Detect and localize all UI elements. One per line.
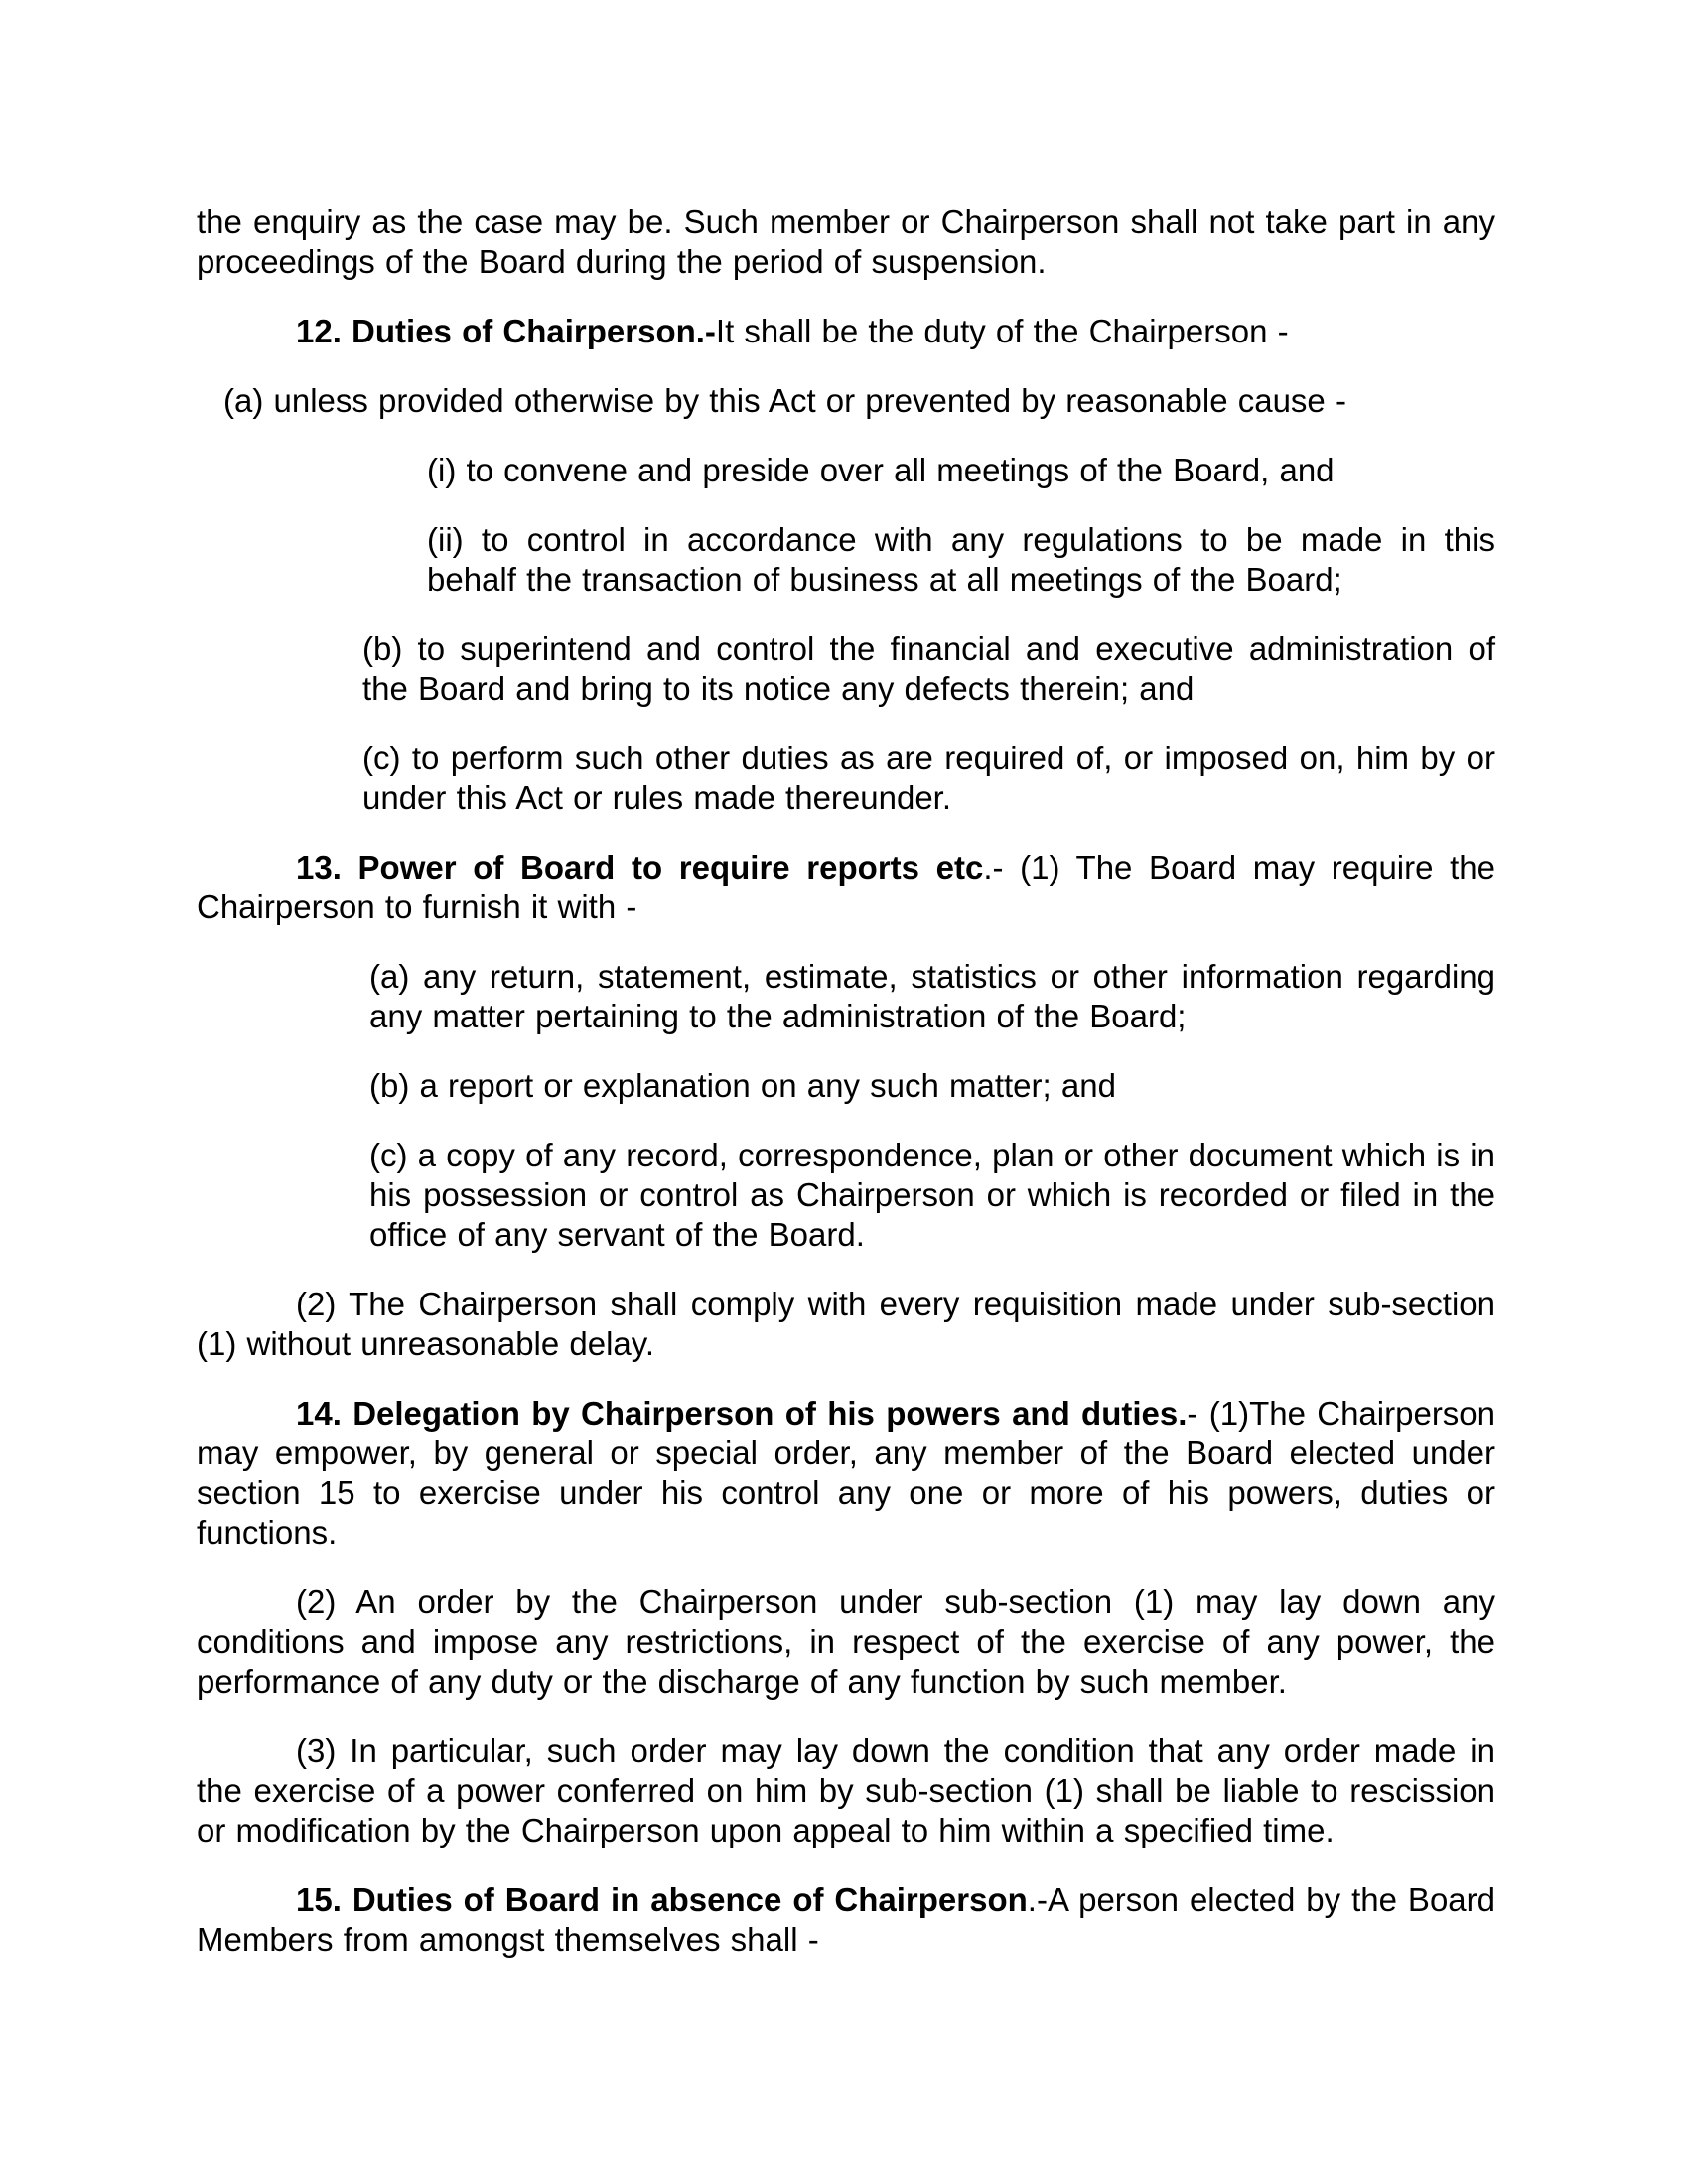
section-15-heading (197, 1880, 1495, 1960)
section-12-text: It shall be the duty of the Chairperson - (715, 313, 1289, 349)
clause-13-c: (c) a copy of any record, correspondence, plan or other document which is in his possession or control as Chairperson or which is recorded or filed in the office of any servant of the Board. (369, 1137, 1495, 1253)
section-13-title: 13. Power of Board to require reports etc (296, 849, 984, 886)
section-13-text: .- (1) The Board may require the Chairperson to furnish it with - (197, 849, 1496, 925)
clause-12-c: (c) to perform such other duties as are required of, or imposed on, him by or under this Act or rules made thereunder. (362, 740, 1495, 816)
section-15-title: 15. Duties of Board in absence of Chairperson (296, 1881, 1028, 1918)
section-13-heading (197, 848, 1495, 927)
clause-13-a: (a) any return, statement, estimate, statistics or other information regarding any matter pertaining to the administration of the Board; (369, 958, 1495, 1034)
clause-12-a-ii: (ii) to control in accordance with any regulations to be made in this behalf the transaction of business at all meetings of the Board; (427, 521, 1495, 598)
subsection-14-2: (2) An order by the Chairperson under sub-section (1) may lay down any conditions and impose any restrictions, in respect of the exercise of any power, the performance of any duty or the discharge of any function by such member. (197, 1583, 1495, 1700)
clause-12-b: (b) to superintend and control the financial and executive administration of the Board and bring to its notice any defects therein; and (362, 630, 1495, 707)
section-12-title: 12. Duties of Chairperson.- (296, 313, 716, 349)
section-14-title: 14. Delegation by Chairperson of his powers and duties. (296, 1395, 1188, 1432)
section-15-text: .-A person elected by the Board Members from amongst themselves shall - (197, 1881, 1495, 1958)
clause-12-a-i: (i) to convene and preside over all meetings of the Board, and (427, 452, 1335, 488)
section-14-heading (197, 1394, 1495, 1553)
section-12-heading (197, 312, 1495, 351)
subsection-13-2: (2) The Chairperson shall comply with every requisition made under sub-section (1) without unreasonable delay. (197, 1286, 1495, 1362)
clause-13-b: (b) a report or explanation on any such matter; and (369, 1067, 1116, 1104)
paragraph-intro-continuation: the enquiry as the case may be. Such member or Chairperson shall not take part in any proceedings of the Board during the period of suspension. (197, 204, 1495, 280)
page-content (197, 203, 1495, 1989)
subsection-14-3: (3) In particular, such order may lay down the condition that any order made in the exercise of a power conferred on him by sub-section (1) shall be liable to rescission or modification by the Chairperson upon appeal to him within a specified time. (197, 1732, 1495, 1848)
clause-12-a: (a) unless provided otherwise by this Act or prevented by reasonable cause - (223, 382, 1346, 419)
section-14-text: - (1)The Chairperson may empower, by general or special order, any member of the Board elected under section 15 to exercise under his control any one or more of his powers, duties or functions. (197, 1395, 1496, 1551)
